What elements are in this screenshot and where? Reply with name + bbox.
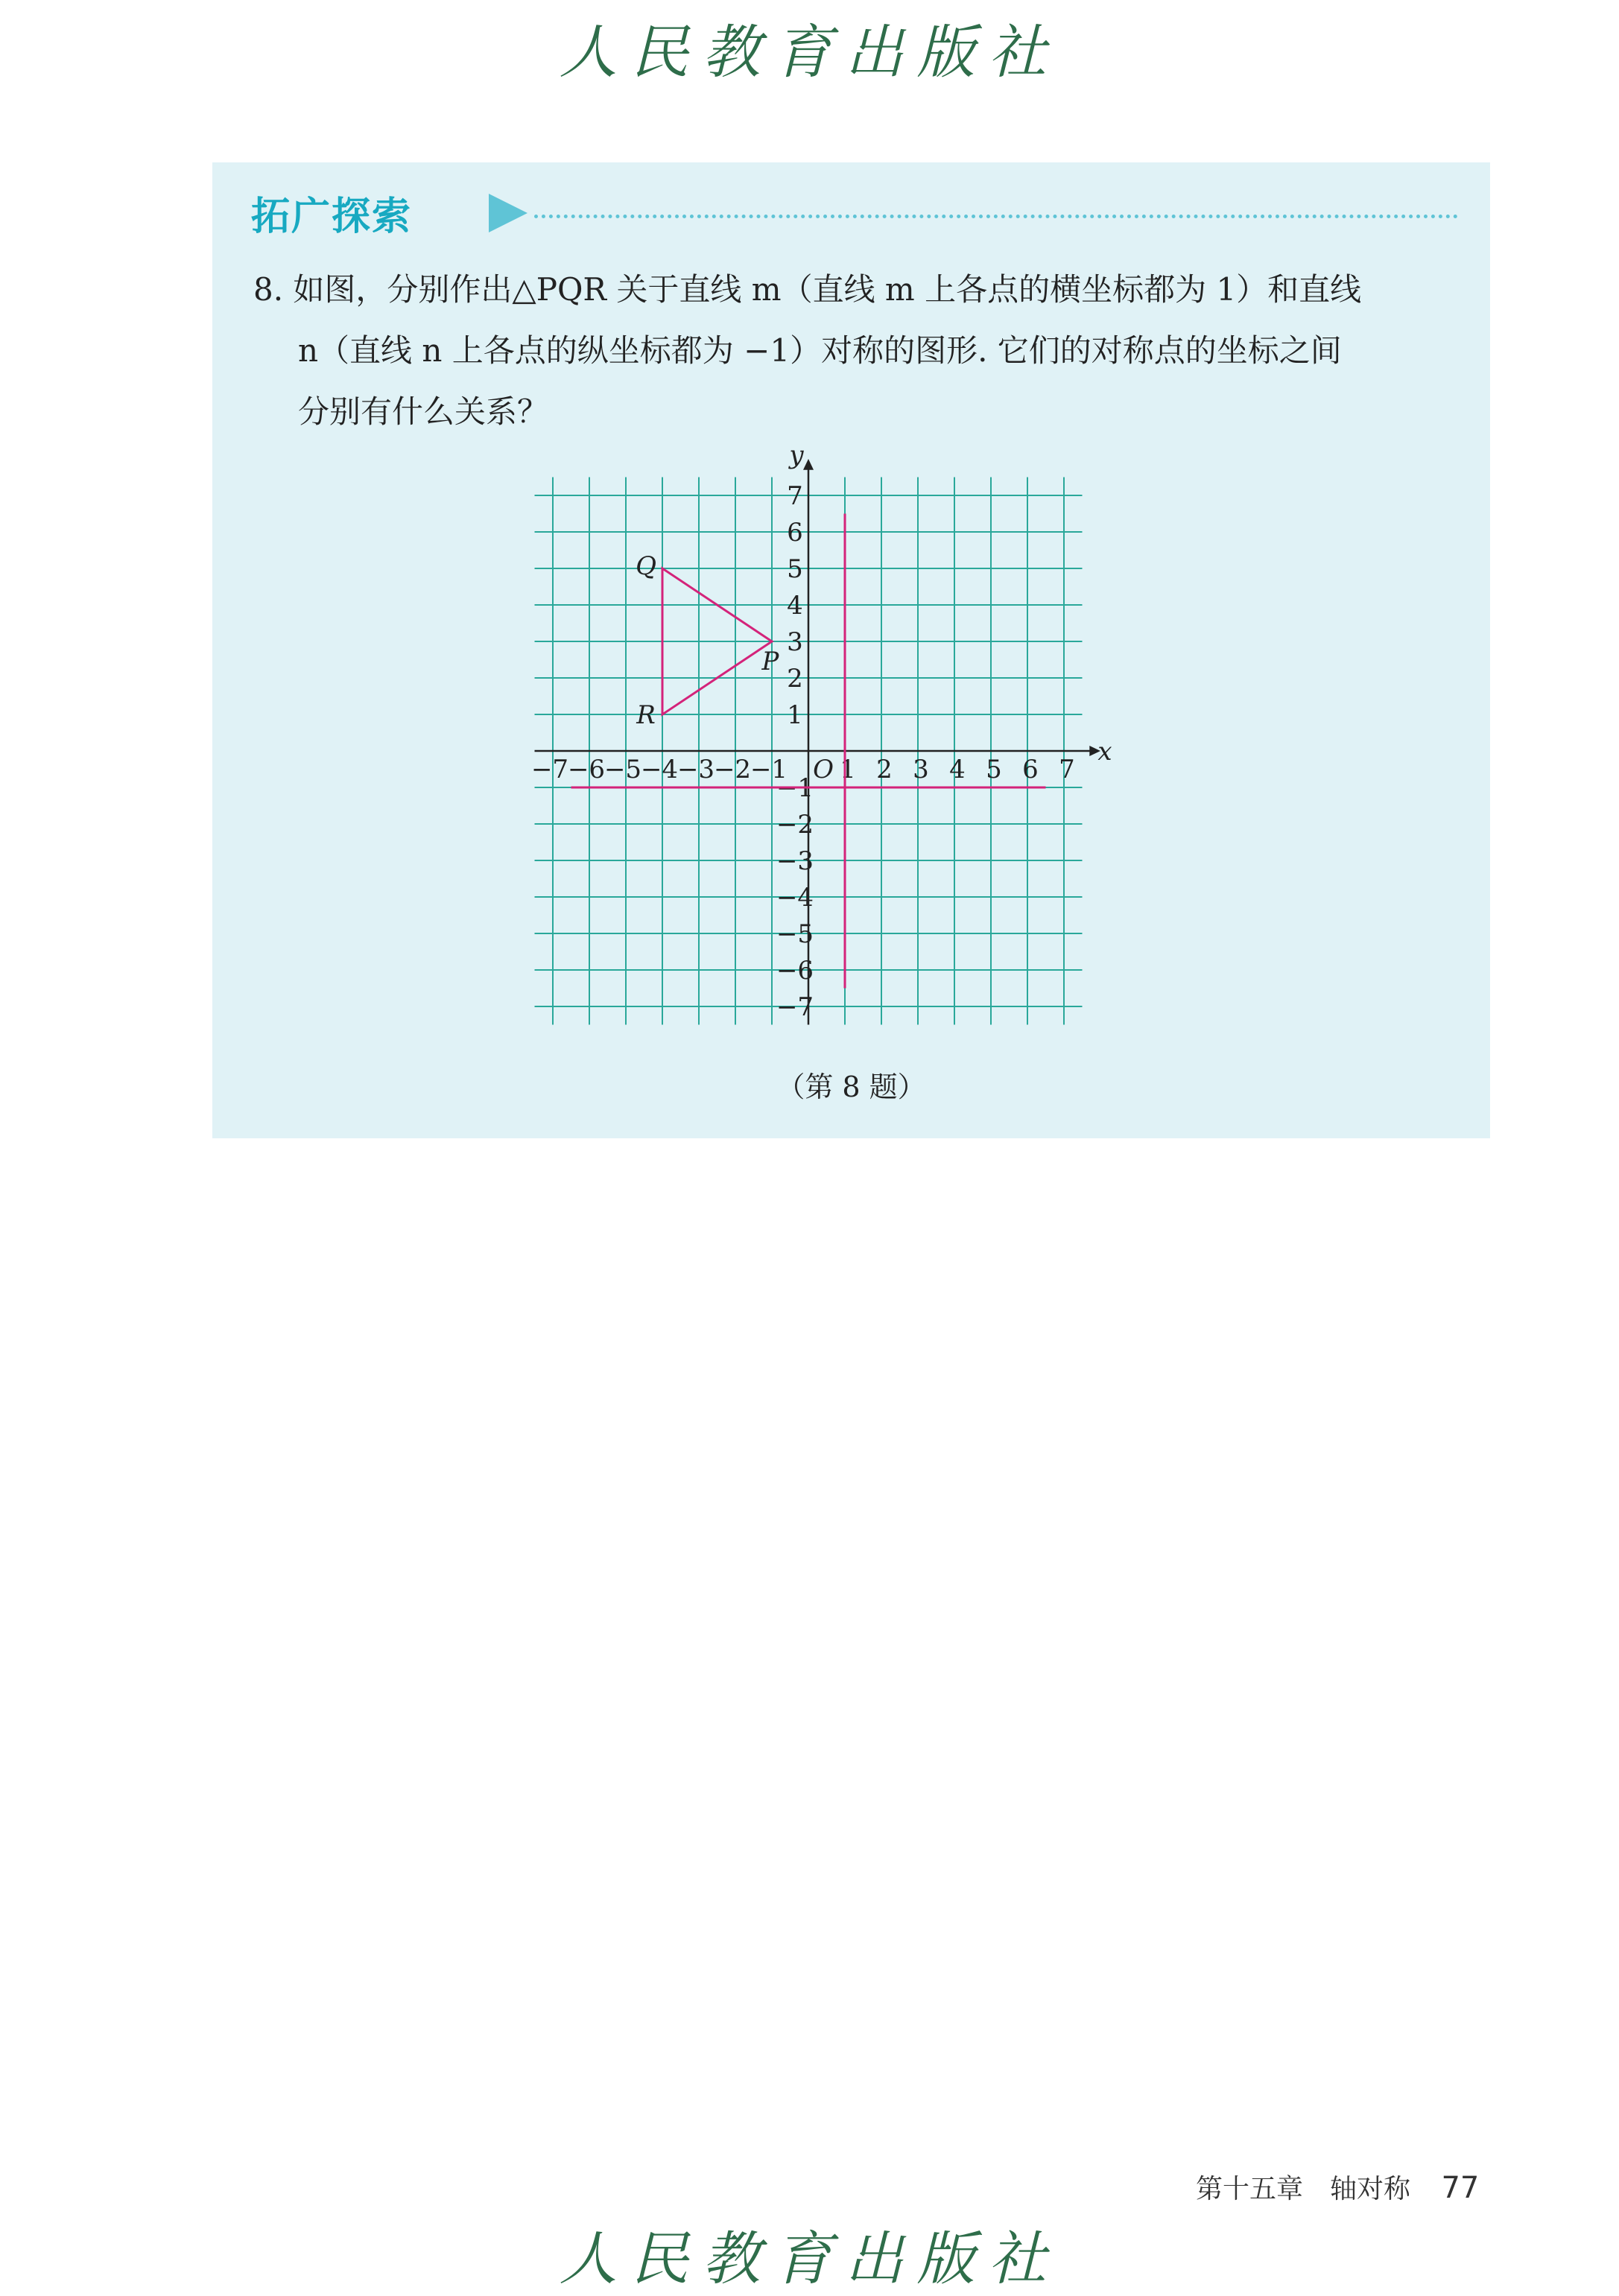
y-tick-label: −4 bbox=[776, 883, 814, 913]
vertex-label-q: Q bbox=[636, 551, 656, 581]
vertex-label-r: R bbox=[636, 700, 656, 730]
coordinate-grid-figure bbox=[530, 440, 1151, 1045]
y-tick-label: 7 bbox=[787, 481, 803, 511]
y-tick-label: −5 bbox=[776, 919, 814, 949]
y-tick-label: 5 bbox=[787, 554, 803, 584]
x-tick-label: 3 bbox=[913, 755, 929, 784]
x-tick-label: 5 bbox=[986, 755, 1002, 784]
origin-label: O bbox=[813, 755, 834, 784]
y-tick-label: 3 bbox=[787, 627, 803, 657]
x-tick-label: −1 bbox=[750, 755, 788, 784]
question-line-2: n（直线 n 上各点的纵坐标都为 −1）对称的图形. 它们的对称点的坐标之间 bbox=[298, 332, 1342, 369]
y-tick-label: −2 bbox=[776, 810, 814, 840]
y-axis-arrow bbox=[803, 459, 814, 470]
page-number: 77 bbox=[1441, 2171, 1480, 2205]
y-tick-label: −7 bbox=[776, 992, 814, 1022]
y-tick-label: −6 bbox=[776, 956, 814, 986]
question-line-1: 8. 如图，分别作出△PQR 关于直线 m（直线 m 上各点的横坐标都为 1）和直线 bbox=[253, 271, 1362, 308]
publisher-watermark-bottom: 人民教育出版社 bbox=[559, 2226, 1060, 2293]
section-header bbox=[251, 185, 1458, 244]
y-tick-label: −1 bbox=[776, 773, 814, 803]
x-tick-label: 7 bbox=[1059, 755, 1075, 784]
exploration-panel bbox=[212, 162, 1490, 1138]
dotted-divider bbox=[534, 215, 1458, 218]
vertex-label-p: P bbox=[761, 647, 779, 676]
x-tick-label: −7 bbox=[530, 755, 569, 784]
x-tick-label: 6 bbox=[1022, 755, 1039, 784]
x-tick-label: −2 bbox=[713, 755, 752, 784]
y-tick-label: 4 bbox=[787, 591, 803, 621]
x-tick-label: −5 bbox=[603, 755, 642, 784]
publisher-watermark-top: 人民教育出版社 bbox=[559, 19, 1060, 86]
question-line-3: 分别有什么关系？ bbox=[298, 393, 549, 430]
x-axis-label: x bbox=[1097, 737, 1112, 767]
x-tick-label: 1 bbox=[840, 755, 856, 784]
x-tick-label: −4 bbox=[640, 755, 679, 784]
x-tick-label: 2 bbox=[876, 755, 893, 784]
x-tick-label: 4 bbox=[949, 755, 966, 784]
section-title: 拓广探索 bbox=[251, 194, 413, 239]
figure-caption: （第 8 题） bbox=[776, 1071, 926, 1103]
x-tick-label: −3 bbox=[677, 755, 715, 784]
y-axis-label: y bbox=[789, 440, 804, 470]
chapter-title: 第十五章 轴对称 bbox=[1196, 2174, 1411, 2204]
x-tick-label: −6 bbox=[567, 755, 606, 784]
y-tick-label: −3 bbox=[776, 846, 814, 876]
page-footer bbox=[1196, 2168, 1479, 2206]
triangle-arrow-icon bbox=[486, 191, 530, 235]
y-tick-label: 1 bbox=[787, 700, 803, 730]
y-tick-label: 6 bbox=[787, 518, 803, 548]
question-8 bbox=[253, 259, 1460, 443]
y-tick-label: 2 bbox=[787, 664, 803, 694]
